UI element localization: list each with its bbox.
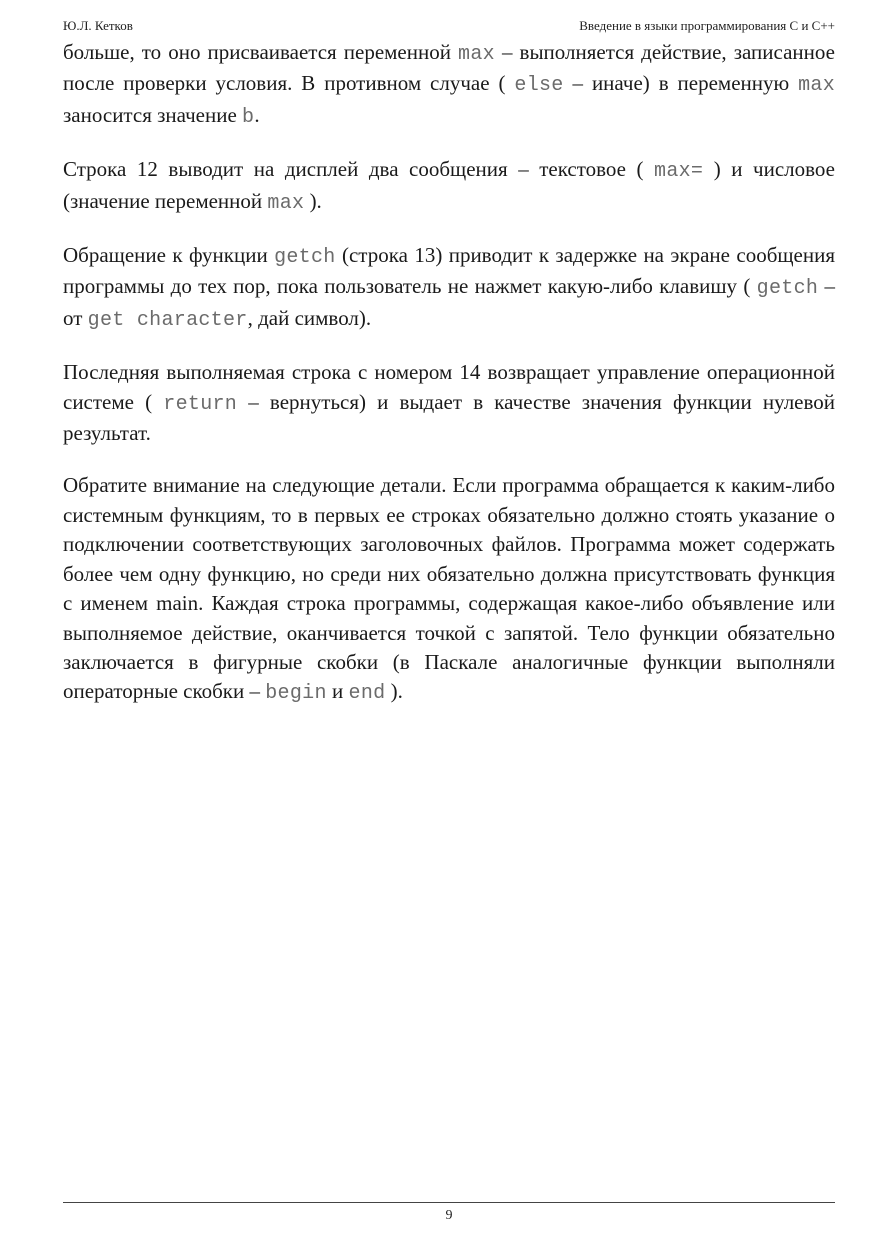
- inline-code: get character: [87, 308, 248, 332]
- page-number: 9: [445, 1208, 453, 1223]
- inline-code: max=: [654, 160, 704, 184]
- text-run: – выполняется действие, записанное после проверки условия. В противном случае (: [63, 40, 835, 96]
- inline-code: else: [514, 74, 564, 98]
- inline-code: getch: [274, 246, 336, 270]
- paragraph: [63, 241, 835, 335]
- paragraph: [63, 471, 835, 708]
- text-run: – иначе) в переменную: [563, 71, 799, 96]
- text-run: , дай символ).: [247, 305, 372, 330]
- inline-code: max: [798, 74, 836, 98]
- inline-code: end: [348, 682, 386, 706]
- text-run: ).: [304, 188, 322, 213]
- text-run: Последняя выполняемая строка с номером 14 возвращает управление операционной системе (: [63, 360, 835, 414]
- header-title: Введение в языки программирования C и C++: [579, 18, 835, 33]
- text-run: .: [254, 102, 260, 127]
- paragraph: [63, 358, 835, 448]
- footer-divider: [63, 1202, 835, 1203]
- text-run: – от: [63, 274, 835, 330]
- inline-code: b: [242, 105, 255, 129]
- text-run: больше, то оно присваивается переменной: [63, 40, 459, 64]
- inline-code: begin: [265, 682, 327, 706]
- inline-code: return: [163, 392, 238, 416]
- text-run: заносится значение: [63, 102, 243, 127]
- inline-code: max: [458, 43, 495, 66]
- paragraph: [63, 155, 835, 218]
- inline-code: getch: [756, 277, 819, 301]
- text-run: – вернуться) и выдает в качестве значения функции нулевой результат.: [63, 389, 836, 446]
- text-run: и: [326, 679, 349, 704]
- text-run: Обратите внимание на следующие детали. Если программа обращается к каким-либо системным функциям, то в первых ее строках обязательно должно стоять указание о подключении соответствующих заголовочных файлов. Программа может содержать более чем одну функцию, но среди них обязательно должна присутствовать функция с именем main. Каждая строка программы, содержащая какое-либо объявление или выполняемое действие, оканчивается точкой с запятой. Тело функции обязательно заключается в фигурные скобки (в Паскале аналогичные функции выполняли операторные скобки –: [63, 473, 835, 704]
- page-body: [63, 38, 835, 732]
- inline-code: max: [267, 191, 305, 215]
- header-author: Ю.Л. Кетков: [63, 18, 133, 33]
- text-run: (строка 13) приводит к задержке на экране сообщения программы до тех пор, пока пользователь не нажмет какую-либо клавишу (: [63, 243, 836, 299]
- text-run: ).: [385, 679, 403, 704]
- text-run: Строка 12 выводит на дисплей два сообщения – текстовое (: [63, 157, 655, 182]
- paragraph: [63, 38, 835, 132]
- text-run: ) и числовое (значение переменной: [63, 157, 835, 213]
- page-header: [63, 17, 835, 35]
- text-run: Обращение к функции: [63, 243, 275, 268]
